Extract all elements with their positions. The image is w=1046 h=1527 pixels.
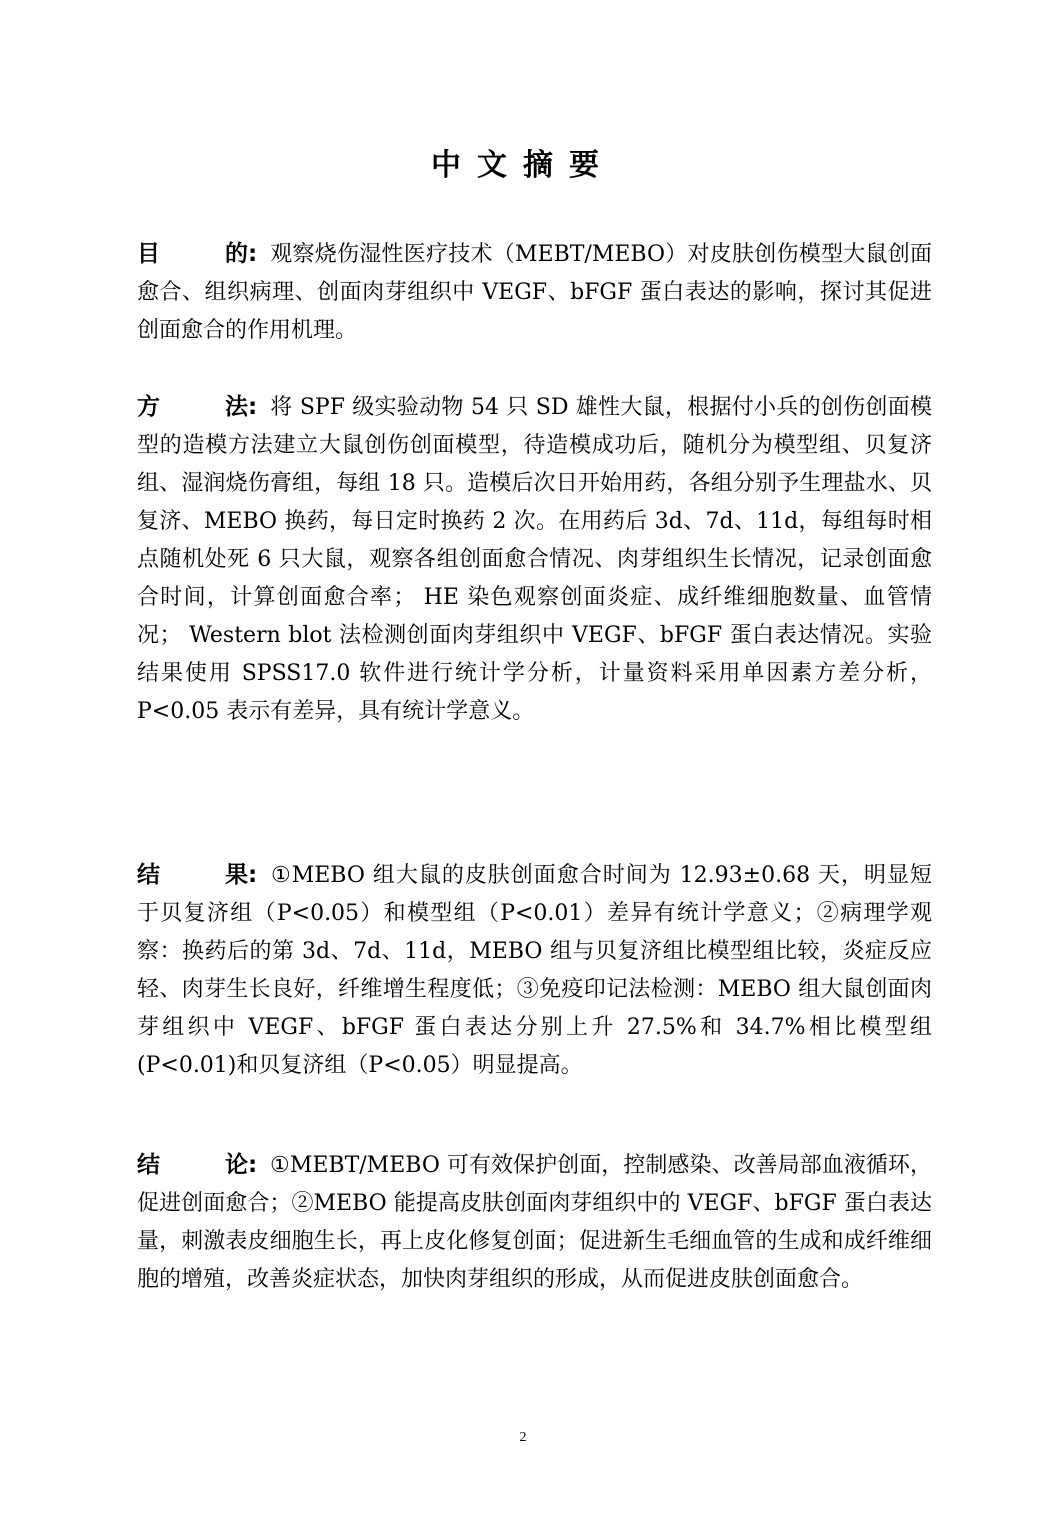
section-text-results: ①MEBO 组大鼠的皮肤创面愈合时间为 12.93±0.68 天，明显短于贝复济组（P<0.05）和模型组（P<0.01）差异有统计学意义；②病理学观察：换药后的第 3d、7d、11d，MEBO 组与贝复济组比模型组比较，炎症反应轻、肉芽生长良好，纤维增生程度低；③免疫印记法检测：MEBO 组大鼠创面肉芽组织中 VEGF、bFGF 蛋白表达分别上升 27.5%和 34.7%相比模型组(P<0.01)和贝复济组（P<0.05）明显提高。 — [137, 863, 932, 1078]
section-label-char-1: 目 — [137, 241, 160, 267]
section-text-purpose: 观察烧伤湿性医疗技术（MEBT/MEBO）对皮肤创伤模型大鼠创面愈合、组织病理、创面肉芽组织中 VEGF、bFGF 蛋白表达的影响，探讨其促进创面愈合的作用机理。 — [137, 242, 932, 343]
section-label-purpose — [137, 235, 270, 273]
page-number: 2 — [519, 1430, 527, 1445]
page-title: 中文摘要 — [431, 148, 615, 183]
section-label-conclusion — [137, 1146, 270, 1184]
section-label-char-2: 果: — [225, 862, 258, 888]
abstract-section-results — [137, 856, 932, 1085]
abstract-section-purpose — [137, 235, 932, 350]
section-text-methods: 将 SPF 级实验动物 54 只 SD 雄性大鼠，根据付小兵的创伤创面模型的造模方法建立大鼠创伤创面模型，待造模成功后，随机分为模型组、贝复济组、湿润烧伤膏组，每组 18 只。造模后次日开始用药，各组分别予生理盐水、贝复济、MEBO 换药，每日定时换药 2 次。在用药后 3d、7d、11d，每组每时相点随机处死 6 只大鼠，观察各组创面愈合情况、肉芽组织生长情况，记录创面愈合时间，计算创面愈合率； HE 染色观察创面炎症、成纤维细胞数量、血管情况； Western blot 法检测创面肉芽组织中 VEGF、bFGF 蛋白表达情况。实验结果使用 SPSS17.0 软件进行统计学分析，计量资料采用单因素方差分析，P<0.05 表示有差异，具有统计学意义。 — [137, 395, 932, 724]
section-label-char-1: 方 — [137, 394, 160, 420]
section-label-char-2: 的: — [225, 241, 258, 267]
section-label-results — [137, 856, 270, 894]
abstract-section-methods — [137, 388, 932, 731]
abstract-section-conclusion — [137, 1146, 932, 1299]
section-label-methods — [137, 388, 270, 426]
section-label-char-2: 论: — [225, 1152, 258, 1178]
section-label-char-1: 结 — [137, 1152, 160, 1178]
section-text-conclusion: ①MEBT/MEBO 可有效保护创面，控制感染、改善局部血液循环，促进创面愈合；②MEBO 能提高皮肤创面肉芽组织中的 VEGF、bFGF 蛋白表达量，刺激表皮细胞生长，再上皮化修复创面；促进新生毛细血管的生成和成纤维细胞的增殖，改善炎症状态，加快肉芽组织的形成，从而促进皮肤创面愈合。 — [137, 1153, 932, 1292]
section-label-char-2: 法: — [225, 394, 258, 420]
section-label-char-1: 结 — [137, 862, 160, 888]
